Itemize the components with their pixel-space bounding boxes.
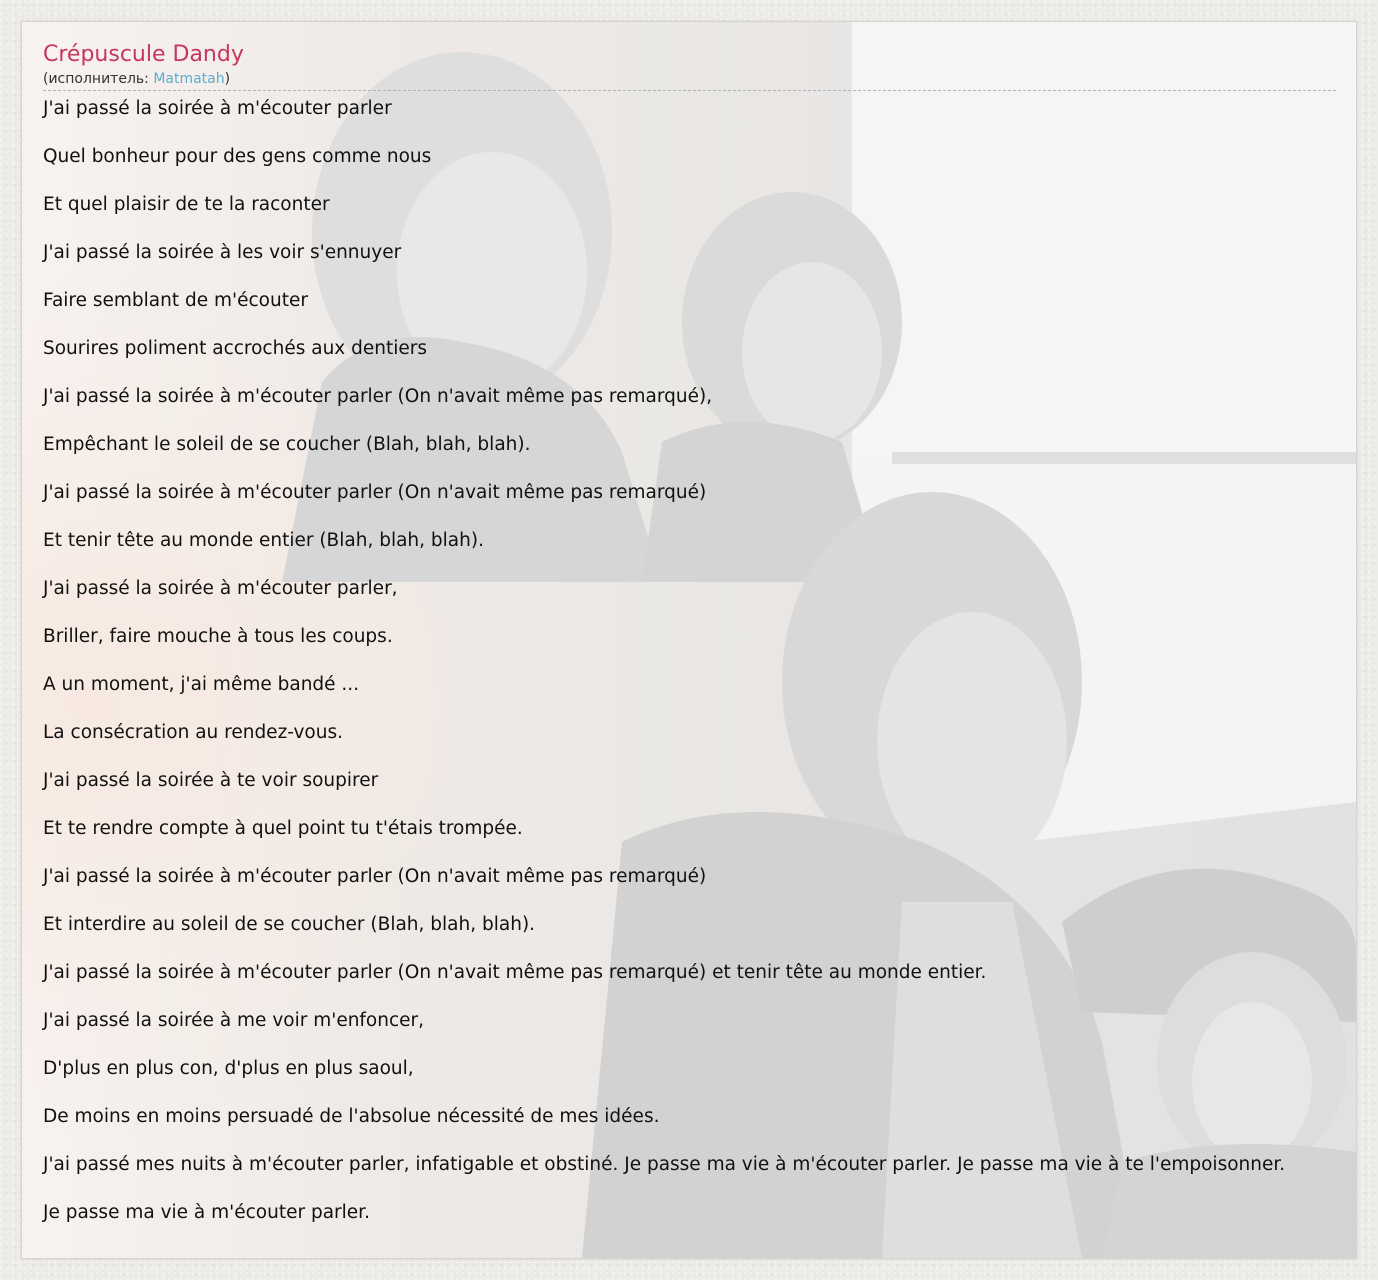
lyric-line: J'ai passé la soirée à m'écouter parler (On n'avait même pas remarqué) et tenir tête au monde entier. xyxy=(43,962,987,983)
lyric-line: J'ai passé la soirée à m'écouter parler, xyxy=(43,578,398,599)
lyric-line: A un moment, j'ai même bandé ... xyxy=(43,674,360,695)
lyric-line: Et quel plaisir de te la raconter xyxy=(43,194,330,215)
lyric-line: J'ai passé la soirée à te voir soupirer xyxy=(43,770,379,791)
lyric-line: J'ai passé la soirée à m'écouter parler xyxy=(43,98,392,119)
lyric-line: De moins en moins persuadé de l'absolue nécessité de mes idées. xyxy=(43,1106,660,1127)
lyric-line: Sourires poliment accrochés aux dentiers xyxy=(43,338,427,359)
lyric-line: Quel bonheur pour des gens comme nous xyxy=(43,146,432,167)
lyric-line: Et interdire au soleil de se coucher (Blah, blah, blah). xyxy=(43,914,536,935)
artist-prefix: (исполнитель: xyxy=(43,71,154,87)
song-content xyxy=(43,40,1356,1249)
lyric-line: Et te rendre compte à quel point tu t'étais trompée. xyxy=(43,818,523,839)
artist-link[interactable]: Matmatah xyxy=(153,71,225,87)
artist-line xyxy=(43,70,1336,91)
lyric-line: Briller, faire mouche à tous les coups. xyxy=(43,626,393,647)
lyric-line: J'ai passé la soirée à les voir s'ennuyer xyxy=(43,242,402,263)
lyrics-card xyxy=(21,21,1357,1259)
lyric-line: J'ai passé la soirée à me voir m'enfoncer, xyxy=(43,1010,425,1031)
lyric-line: La consécration au rendez-vous. xyxy=(43,722,343,743)
lyric-line: Et tenir tête au monde entier (Blah, blah, blah). xyxy=(43,530,484,551)
lyric-line: J'ai passé la soirée à m'écouter parler (On n'avait même pas remarqué), xyxy=(43,386,713,407)
lyric-line: J'ai passé la soirée à m'écouter parler (On n'avait même pas remarqué) xyxy=(43,866,707,887)
lyrics-body xyxy=(43,97,1356,1249)
lyric-line: Faire semblant de m'écouter xyxy=(43,290,308,311)
lyric-line: D'plus en plus con, d'plus en plus saoul, xyxy=(43,1058,414,1079)
lyric-line: J'ai passé la soirée à m'écouter parler (On n'avait même pas remarqué) xyxy=(43,482,707,503)
song-title: Crépuscule Dandy xyxy=(43,42,244,67)
lyric-line: Empêchant le soleil de se coucher (Blah, blah, blah). xyxy=(43,434,531,455)
artist-suffix: ) xyxy=(224,71,231,87)
lyric-line: Je passe ma vie à m'écouter parler. xyxy=(43,1202,370,1223)
lyric-line: J'ai passé mes nuits à m'écouter parler, infatigable et obstiné. Je passe ma vie à m'écouter parler. Je passe ma vie à te l'empoisonner. xyxy=(43,1154,1286,1175)
